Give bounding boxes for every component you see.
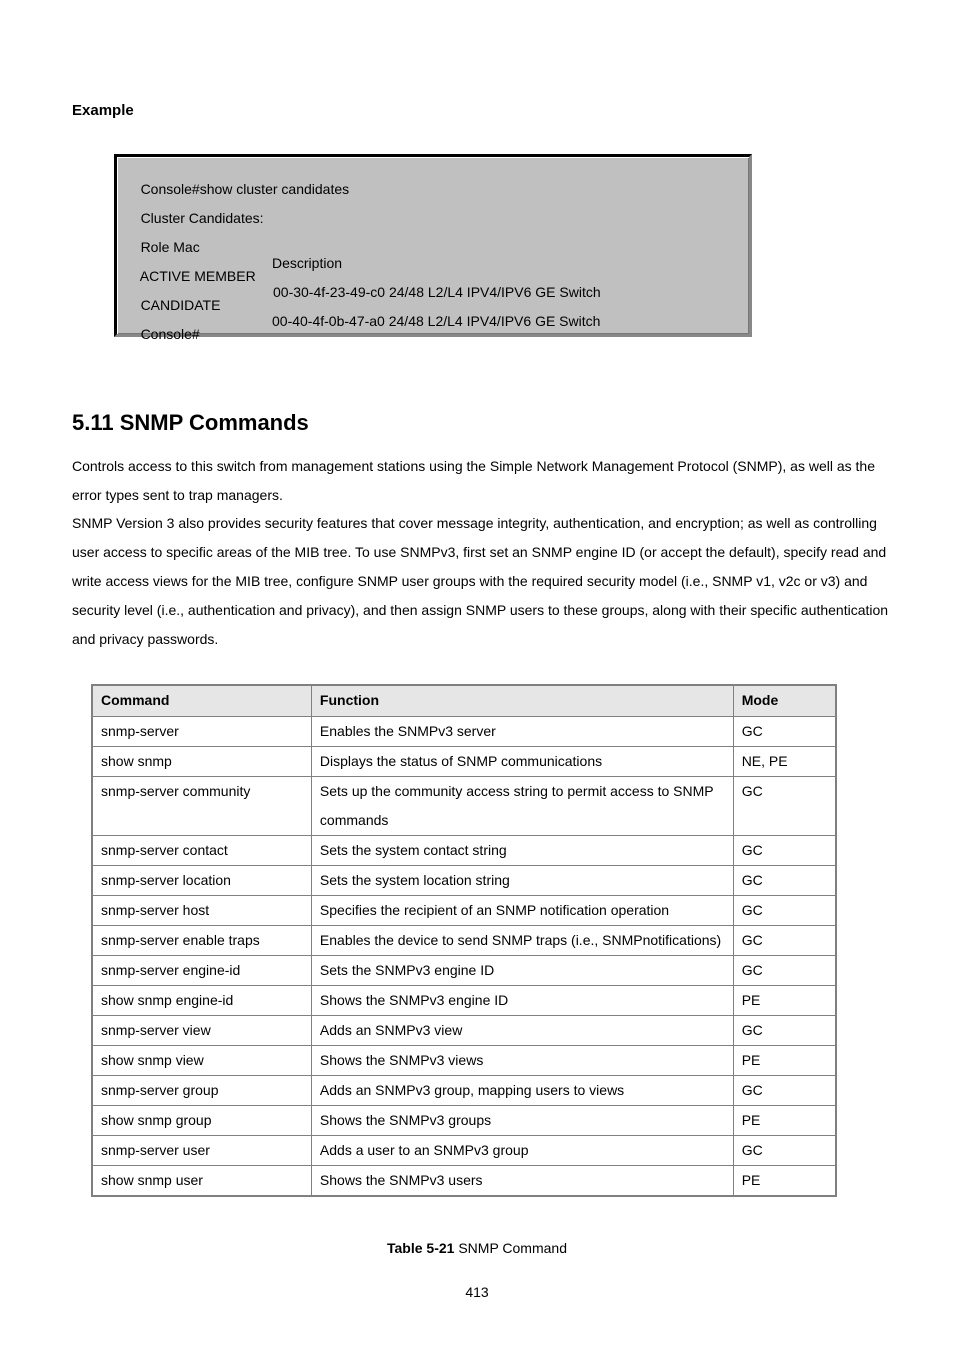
cell-mode: GC <box>733 1136 836 1166</box>
cell-command: show snmp <box>92 747 311 777</box>
cell-command: snmp-server user <box>92 1136 311 1166</box>
console-line <box>125 310 200 358</box>
cell-function: Sets the system location string <box>311 866 733 896</box>
table-row <box>92 986 836 1016</box>
table-row <box>92 747 836 777</box>
table-row <box>92 836 836 866</box>
snmpv3-paragraph: SNMP Version 3 also provides security features that cover message integrity, authentication, and encryption; as well as controlling user access to specific areas of the MIB tree. To use SNMPv3, first set an SNMP engine ID (or accept the default), specify read and write access views for the MIB tree, configure SNMP user groups with the required security model (i.e., SNMP v1, v2c or v3) and security level (i.e., authentication and privacy), and then assign SNMP users to these groups, along with their specific authentication and privacy passwords. <box>72 515 889 647</box>
cell-command: snmp-server view <box>92 1016 311 1046</box>
caption-label: Table 5-21 <box>387 1240 455 1256</box>
cell-function: Adds an SNMPv3 view <box>311 1016 733 1046</box>
cell-command: snmp-server <box>92 717 311 747</box>
cell-function: Shows the SNMPv3 groups <box>311 1106 733 1136</box>
cell-command: show snmp group <box>92 1106 311 1136</box>
cell-function: Enables the device to send SNMP traps (i.e., SNMPnotifications) <box>311 926 733 956</box>
table-row <box>92 1136 836 1166</box>
cell-mode: PE <box>733 1166 836 1197</box>
console-text: ACTIVE MEMBER <box>139 268 256 284</box>
cell-command: snmp-server engine-id <box>92 956 311 986</box>
table-row <box>92 926 836 956</box>
example-heading: Example <box>72 102 134 119</box>
cell-command: show snmp engine-id <box>92 986 311 1016</box>
console-output-box <box>114 154 752 342</box>
cell-mode: PE <box>733 1106 836 1136</box>
cell-mode: GC <box>733 866 836 896</box>
cell-function: Shows the SNMPv3 views <box>311 1046 733 1076</box>
cell-command: show snmp view <box>92 1046 311 1076</box>
cell-mode: GC <box>733 896 836 926</box>
table-row <box>92 1166 836 1197</box>
table-row <box>92 717 836 747</box>
cell-command: snmp-server location <box>92 866 311 896</box>
column-header-mode: Mode <box>733 685 836 717</box>
table-header-row <box>92 685 836 717</box>
cell-command: snmp-server group <box>92 1076 311 1106</box>
table-row <box>92 777 836 836</box>
console-text: 00-30-4f-23-49-c0 24/48 L2/L4 IPV4/IPV6 GE Switch <box>273 284 601 300</box>
cell-function: Specifies the recipient of an SNMP notification operation <box>311 896 733 926</box>
cell-mode: GC <box>733 777 836 836</box>
table-row <box>92 956 836 986</box>
cell-function: Shows the SNMPv3 users <box>311 1166 733 1197</box>
table-row <box>92 1046 836 1076</box>
console-text: Console#show cluster candidates <box>140 181 350 197</box>
caption-text: SNMP Command <box>454 1240 567 1256</box>
table-caption <box>0 1240 954 1256</box>
table-row <box>92 1076 836 1106</box>
cell-command: snmp-server host <box>92 896 311 926</box>
cell-command: show snmp user <box>92 1166 311 1197</box>
console-text: Cluster Candidates: <box>140 210 264 226</box>
cell-mode: GC <box>733 926 836 956</box>
cell-mode: GC <box>733 956 836 986</box>
column-header-function: Function <box>311 685 733 717</box>
cell-mode: GC <box>733 717 836 747</box>
console-text: CANDIDATE <box>140 297 221 313</box>
cell-mode: GC <box>733 1076 836 1106</box>
cell-function: Displays the status of SNMP communications <box>311 747 733 777</box>
table-row <box>92 1016 836 1046</box>
console-text: Description <box>272 255 343 271</box>
intro-paragraph: Controls access to this switch from management stations using the Simple Network Management Protocol (SNMP), as well as the error types sent to trap managers. <box>72 458 875 503</box>
cell-function: Shows the SNMPv3 engine ID <box>311 986 733 1016</box>
console-text: Console# <box>140 326 200 342</box>
section-title: 5.11 SNMP Commands <box>72 410 309 435</box>
cell-command: snmp-server enable traps <box>92 926 311 956</box>
console-text: 00-40-4f-0b-47-a0 24/48 L2/L4 IPV4/IPV6 GE Switch <box>272 313 601 329</box>
snmp-commands-table <box>91 684 837 1197</box>
cell-command: snmp-server contact <box>92 836 311 866</box>
cell-function: Sets up the community access string to permit access to SNMP commands <box>311 777 733 836</box>
column-header-command: Command <box>92 685 311 717</box>
cell-command: snmp-server community <box>92 777 311 836</box>
cell-function: Sets the system contact string <box>311 836 733 866</box>
cell-mode: GC <box>733 1016 836 1046</box>
cell-function: Sets the SNMPv3 engine ID <box>311 956 733 986</box>
cell-function: Adds an SNMPv3 group, mapping users to views <box>311 1076 733 1106</box>
cell-function: Enables the SNMPv3 server <box>311 717 733 747</box>
cell-mode: PE <box>733 986 836 1016</box>
cell-mode: NE, PE <box>733 747 836 777</box>
cell-mode: PE <box>733 1046 836 1076</box>
table-body <box>92 717 836 1197</box>
console-text: Role Mac <box>140 239 200 255</box>
page-number: 413 <box>465 1284 489 1300</box>
table-row <box>92 866 836 896</box>
cell-function: Adds a user to an SNMPv3 group <box>311 1136 733 1166</box>
table-row <box>92 1106 836 1136</box>
table-row <box>92 896 836 926</box>
cell-mode: GC <box>733 836 836 866</box>
